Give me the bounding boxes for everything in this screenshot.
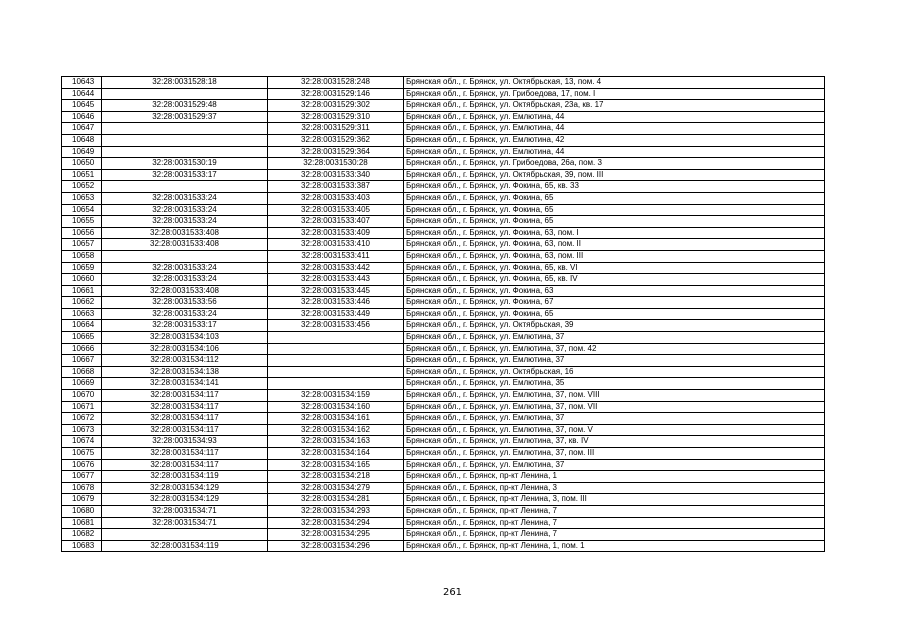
parcel-number-cell bbox=[102, 529, 268, 541]
row-number-cell: 10673 bbox=[62, 424, 102, 436]
row-number-cell: 10658 bbox=[62, 250, 102, 262]
table-row bbox=[62, 250, 825, 262]
table-row bbox=[62, 158, 825, 170]
row-number-cell: 10643 bbox=[62, 77, 102, 89]
object-number-cell: 32:28:0031533:405 bbox=[268, 204, 404, 216]
object-number-cell: 32:28:0031534:294 bbox=[268, 517, 404, 529]
row-number-cell: 10653 bbox=[62, 192, 102, 204]
parcel-number-cell: 32:28:0031534:103 bbox=[102, 332, 268, 344]
address-cell: Брянская обл., г. Брянск, пр-кт Ленина, 7 bbox=[404, 517, 825, 529]
row-number-cell: 10650 bbox=[62, 158, 102, 170]
table-row bbox=[62, 320, 825, 332]
object-number-cell bbox=[268, 355, 404, 367]
table-row bbox=[62, 285, 825, 297]
parcel-number-cell: 32:28:0031534:141 bbox=[102, 378, 268, 390]
object-number-cell: 32:28:0031530:28 bbox=[268, 158, 404, 170]
table-row bbox=[62, 146, 825, 158]
row-number-cell: 10671 bbox=[62, 401, 102, 413]
row-number-cell: 10666 bbox=[62, 343, 102, 355]
row-number-cell: 10682 bbox=[62, 529, 102, 541]
parcel-number-cell: 32:28:0031530:19 bbox=[102, 158, 268, 170]
row-number-cell: 10654 bbox=[62, 204, 102, 216]
row-number-cell: 10665 bbox=[62, 332, 102, 344]
row-number-cell: 10652 bbox=[62, 181, 102, 193]
table-row bbox=[62, 355, 825, 367]
address-cell: Брянская обл., г. Брянск, ул. Емлютина, 37, пом. VII bbox=[404, 401, 825, 413]
row-number-cell: 10662 bbox=[62, 297, 102, 309]
row-number-cell: 10676 bbox=[62, 459, 102, 471]
row-number-cell: 10655 bbox=[62, 216, 102, 228]
address-cell: Брянская обл., г. Брянск, ул. Фокина, 65, кв. VI bbox=[404, 262, 825, 274]
address-cell: Брянская обл., г. Брянск, ул. Фокина, 63, пом. III bbox=[404, 250, 825, 262]
table-row bbox=[62, 424, 825, 436]
object-number-cell: 32:28:0031534:162 bbox=[268, 424, 404, 436]
table-row bbox=[62, 505, 825, 517]
row-number-cell: 10661 bbox=[62, 285, 102, 297]
object-number-cell: 32:28:0031533:456 bbox=[268, 320, 404, 332]
table-row bbox=[62, 517, 825, 529]
object-number-cell: 32:28:0031534:165 bbox=[268, 459, 404, 471]
address-cell: Брянская обл., г. Брянск, пр-кт Ленина, 3, пом. III bbox=[404, 494, 825, 506]
parcel-number-cell: 32:28:0031534:119 bbox=[102, 540, 268, 552]
page-number: 261 bbox=[442, 587, 463, 598]
address-cell: Брянская обл., г. Брянск, ул. Октябрьская, 13, пом. 4 bbox=[404, 77, 825, 89]
object-number-cell: 32:28:0031534:218 bbox=[268, 471, 404, 483]
parcel-number-cell: 32:28:0031534:129 bbox=[102, 494, 268, 506]
object-number-cell: 32:28:0031534:163 bbox=[268, 436, 404, 448]
parcel-number-cell: 32:28:0031534:112 bbox=[102, 355, 268, 367]
row-number-cell: 10670 bbox=[62, 390, 102, 402]
object-number-cell: 32:28:0031533:340 bbox=[268, 169, 404, 181]
address-cell: Брянская обл., г. Брянск, ул. Октябрьская, 16 bbox=[404, 366, 825, 378]
object-number-cell: 32:28:0031534:159 bbox=[268, 390, 404, 402]
address-cell: Брянская обл., г. Брянск, пр-кт Ленина, 1, пом. 1 bbox=[404, 540, 825, 552]
address-cell: Брянская обл., г. Брянск, ул. Емлютина, 37 bbox=[404, 459, 825, 471]
object-number-cell: 32:28:0031533:446 bbox=[268, 297, 404, 309]
row-number-cell: 10664 bbox=[62, 320, 102, 332]
row-number-cell: 10680 bbox=[62, 505, 102, 517]
table-row bbox=[62, 459, 825, 471]
table-row bbox=[62, 343, 825, 355]
address-cell: Брянская обл., г. Брянск, ул. Фокина, 65, кв. 33 bbox=[404, 181, 825, 193]
row-number-cell: 10683 bbox=[62, 540, 102, 552]
object-number-cell: 32:28:0031534:164 bbox=[268, 448, 404, 460]
parcel-number-cell bbox=[102, 250, 268, 262]
parcel-number-cell: 32:28:0031533:408 bbox=[102, 239, 268, 251]
object-number-cell: 32:28:0031534:296 bbox=[268, 540, 404, 552]
parcel-number-cell bbox=[102, 146, 268, 158]
object-number-cell bbox=[268, 332, 404, 344]
address-cell: Брянская обл., г. Брянск, ул. Емлютина, 44 bbox=[404, 146, 825, 158]
object-number-cell: 32:28:0031533:409 bbox=[268, 227, 404, 239]
parcel-number-cell: 32:28:0031533:408 bbox=[102, 285, 268, 297]
object-number-cell: 32:28:0031529:310 bbox=[268, 111, 404, 123]
address-cell: Брянская обл., г. Брянск, ул. Емлютина, 44 bbox=[404, 111, 825, 123]
address-cell: Брянская обл., г. Брянск, ул. Фокина, 65 bbox=[404, 192, 825, 204]
address-cell: Брянская обл., г. Брянск, ул. Емлютина, 37 bbox=[404, 332, 825, 344]
table-row bbox=[62, 88, 825, 100]
object-number-cell bbox=[268, 378, 404, 390]
parcel-number-cell: 32:28:0031533:56 bbox=[102, 297, 268, 309]
row-number-cell: 10667 bbox=[62, 355, 102, 367]
table-row bbox=[62, 204, 825, 216]
table-row bbox=[62, 100, 825, 112]
table-row bbox=[62, 111, 825, 123]
parcel-number-cell: 32:28:0031533:24 bbox=[102, 274, 268, 286]
parcel-number-cell: 32:28:0031534:106 bbox=[102, 343, 268, 355]
object-number-cell: 32:28:0031533:442 bbox=[268, 262, 404, 274]
address-cell: Брянская обл., г. Брянск, ул. Фокина, 65 bbox=[404, 308, 825, 320]
object-number-cell: 32:28:0031534:281 bbox=[268, 494, 404, 506]
table-row bbox=[62, 413, 825, 425]
object-number-cell: 32:28:0031529:302 bbox=[268, 100, 404, 112]
address-cell: Брянская обл., г. Брянск, ул. Емлютина, 37, пом. III bbox=[404, 448, 825, 460]
address-cell: Брянская обл., г. Брянск, ул. Емлютина, 37, кв. IV bbox=[404, 436, 825, 448]
row-number-cell: 10677 bbox=[62, 471, 102, 483]
parcel-number-cell: 32:28:0031533:24 bbox=[102, 308, 268, 320]
row-number-cell: 10663 bbox=[62, 308, 102, 320]
object-number-cell: 32:28:0031528:248 bbox=[268, 77, 404, 89]
row-number-cell: 10659 bbox=[62, 262, 102, 274]
parcel-number-cell bbox=[102, 181, 268, 193]
row-number-cell: 10660 bbox=[62, 274, 102, 286]
address-cell: Брянская обл., г. Брянск, ул. Емлютина, 37 bbox=[404, 413, 825, 425]
address-cell: Брянская обл., г. Брянск, ул. Октябрьская, 39 bbox=[404, 320, 825, 332]
parcel-number-cell: 32:28:0031534:117 bbox=[102, 401, 268, 413]
parcel-number-cell: 32:28:0031529:48 bbox=[102, 100, 268, 112]
table-row bbox=[62, 482, 825, 494]
table-row bbox=[62, 308, 825, 320]
parcel-number-cell: 32:28:0031533:24 bbox=[102, 204, 268, 216]
table-row bbox=[62, 401, 825, 413]
parcel-number-cell: 32:28:0031533:17 bbox=[102, 169, 268, 181]
row-number-cell: 10647 bbox=[62, 123, 102, 135]
table-row bbox=[62, 390, 825, 402]
table-row bbox=[62, 227, 825, 239]
object-number-cell: 32:28:0031534:293 bbox=[268, 505, 404, 517]
table-row bbox=[62, 436, 825, 448]
row-number-cell: 10674 bbox=[62, 436, 102, 448]
address-cell: Брянская обл., г. Брянск, ул. Емлютина, 37, пом. V bbox=[404, 424, 825, 436]
parcel-number-cell: 32:28:0031534:117 bbox=[102, 448, 268, 460]
address-cell: Брянская обл., г. Брянск, ул. Фокина, 63, пом. II bbox=[404, 239, 825, 251]
table-row bbox=[62, 77, 825, 89]
address-cell: Брянская обл., г. Брянск, ул. Емлютина, 37 bbox=[404, 355, 825, 367]
address-cell: Брянская обл., г. Брянск, ул. Емлютина, 37, пом. VIII bbox=[404, 390, 825, 402]
address-cell: Брянская обл., г. Брянск, ул. Грибоедова, 26а, пом. 3 bbox=[404, 158, 825, 170]
address-cell: Брянская обл., г. Брянск, пр-кт Ленина, 7 bbox=[404, 505, 825, 517]
parcel-number-cell: 32:28:0031534:129 bbox=[102, 482, 268, 494]
table-row bbox=[62, 540, 825, 552]
address-cell: Брянская обл., г. Брянск, ул. Фокина, 65 bbox=[404, 216, 825, 228]
parcel-number-cell: 32:28:0031534:117 bbox=[102, 390, 268, 402]
row-number-cell: 10651 bbox=[62, 169, 102, 181]
object-number-cell: 32:28:0031533:449 bbox=[268, 308, 404, 320]
object-number-cell: 32:28:0031534:160 bbox=[268, 401, 404, 413]
row-number-cell: 10681 bbox=[62, 517, 102, 529]
parcel-number-cell: 32:28:0031534:117 bbox=[102, 459, 268, 471]
address-cell: Брянская обл., г. Брянск, ул. Октябрьская, 23а, кв. 17 bbox=[404, 100, 825, 112]
address-cell: Брянская обл., г. Брянск, ул. Фокина, 63 bbox=[404, 285, 825, 297]
object-number-cell: 32:28:0031529:311 bbox=[268, 123, 404, 135]
table-body bbox=[62, 77, 825, 552]
parcel-number-cell: 32:28:0031534:93 bbox=[102, 436, 268, 448]
parcel-number-cell: 32:28:0031528:18 bbox=[102, 77, 268, 89]
address-cell: Брянская обл., г. Брянск, ул. Фокина, 65, кв. IV bbox=[404, 274, 825, 286]
address-cell: Брянская обл., г. Брянск, пр-кт Ленина, 7 bbox=[404, 529, 825, 541]
parcel-number-cell: 32:28:0031534:71 bbox=[102, 505, 268, 517]
parcel-number-cell: 32:28:0031533:24 bbox=[102, 192, 268, 204]
address-cell: Брянская обл., г. Брянск, ул. Емлютина, 35 bbox=[404, 378, 825, 390]
table-row bbox=[62, 123, 825, 135]
row-number-cell: 10668 bbox=[62, 366, 102, 378]
address-cell: Брянская обл., г. Брянск, пр-кт Ленина, 3 bbox=[404, 482, 825, 494]
object-number-cell: 32:28:0031529:364 bbox=[268, 146, 404, 158]
parcel-number-cell bbox=[102, 123, 268, 135]
row-number-cell: 10649 bbox=[62, 146, 102, 158]
parcel-number-cell: 32:28:0031534:138 bbox=[102, 366, 268, 378]
object-number-cell: 32:28:0031534:279 bbox=[268, 482, 404, 494]
row-number-cell: 10656 bbox=[62, 227, 102, 239]
table-row bbox=[62, 192, 825, 204]
table-row bbox=[62, 216, 825, 228]
address-cell: Брянская обл., г. Брянск, ул. Фокина, 65 bbox=[404, 204, 825, 216]
object-number-cell: 32:28:0031533:407 bbox=[268, 216, 404, 228]
table-row bbox=[62, 494, 825, 506]
row-number-cell: 10657 bbox=[62, 239, 102, 251]
table-row bbox=[62, 262, 825, 274]
table-row bbox=[62, 332, 825, 344]
object-number-cell: 32:28:0031529:146 bbox=[268, 88, 404, 100]
parcel-number-cell: 32:28:0031534:117 bbox=[102, 424, 268, 436]
row-number-cell: 10675 bbox=[62, 448, 102, 460]
row-number-cell: 10678 bbox=[62, 482, 102, 494]
object-number-cell: 32:28:0031533:403 bbox=[268, 192, 404, 204]
table-row bbox=[62, 366, 825, 378]
object-number-cell: 32:28:0031529:362 bbox=[268, 134, 404, 146]
parcel-number-cell: 32:28:0031534:119 bbox=[102, 471, 268, 483]
object-number-cell: 32:28:0031534:295 bbox=[268, 529, 404, 541]
row-number-cell: 10648 bbox=[62, 134, 102, 146]
cadastral-table bbox=[61, 76, 825, 552]
object-number-cell: 32:28:0031533:443 bbox=[268, 274, 404, 286]
table-row bbox=[62, 239, 825, 251]
parcel-number-cell: 32:28:0031533:408 bbox=[102, 227, 268, 239]
object-number-cell: 32:28:0031534:161 bbox=[268, 413, 404, 425]
object-number-cell: 32:28:0031533:445 bbox=[268, 285, 404, 297]
parcel-number-cell: 32:28:0031533:17 bbox=[102, 320, 268, 332]
row-number-cell: 10646 bbox=[62, 111, 102, 123]
address-cell: Брянская обл., г. Брянск, ул. Фокина, 67 bbox=[404, 297, 825, 309]
row-number-cell: 10669 bbox=[62, 378, 102, 390]
row-number-cell: 10672 bbox=[62, 413, 102, 425]
address-cell: Брянская обл., г. Брянск, ул. Октябрьская, 39, пом. III bbox=[404, 169, 825, 181]
object-number-cell: 32:28:0031533:410 bbox=[268, 239, 404, 251]
parcel-number-cell: 32:28:0031529:37 bbox=[102, 111, 268, 123]
parcel-number-cell: 32:28:0031533:24 bbox=[102, 262, 268, 274]
object-number-cell bbox=[268, 366, 404, 378]
object-number-cell bbox=[268, 343, 404, 355]
address-cell: Брянская обл., г. Брянск, ул. Емлютина, 42 bbox=[404, 134, 825, 146]
object-number-cell: 32:28:0031533:411 bbox=[268, 250, 404, 262]
address-cell: Брянская обл., г. Брянск, ул. Грибоедова, 17, пом. I bbox=[404, 88, 825, 100]
table-row bbox=[62, 134, 825, 146]
table-row bbox=[62, 181, 825, 193]
row-number-cell: 10645 bbox=[62, 100, 102, 112]
table-row bbox=[62, 529, 825, 541]
table-row bbox=[62, 471, 825, 483]
address-cell: Брянская обл., г. Брянск, ул. Фокина, 63, пом. I bbox=[404, 227, 825, 239]
object-number-cell: 32:28:0031533:387 bbox=[268, 181, 404, 193]
row-number-cell: 10644 bbox=[62, 88, 102, 100]
address-cell: Брянская обл., г. Брянск, ул. Емлютина, 44 bbox=[404, 123, 825, 135]
parcel-number-cell: 32:28:0031533:24 bbox=[102, 216, 268, 228]
parcel-number-cell: 32:28:0031534:117 bbox=[102, 413, 268, 425]
table-row bbox=[62, 274, 825, 286]
table-row bbox=[62, 297, 825, 309]
table-row bbox=[62, 448, 825, 460]
parcel-number-cell: 32:28:0031534:71 bbox=[102, 517, 268, 529]
address-cell: Брянская обл., г. Брянск, ул. Емлютина, 37, пом. 42 bbox=[404, 343, 825, 355]
row-number-cell: 10679 bbox=[62, 494, 102, 506]
table-row bbox=[62, 169, 825, 181]
table-row bbox=[62, 378, 825, 390]
parcel-number-cell bbox=[102, 134, 268, 146]
address-cell: Брянская обл., г. Брянск, пр-кт Ленина, 1 bbox=[404, 471, 825, 483]
parcel-number-cell bbox=[102, 88, 268, 100]
